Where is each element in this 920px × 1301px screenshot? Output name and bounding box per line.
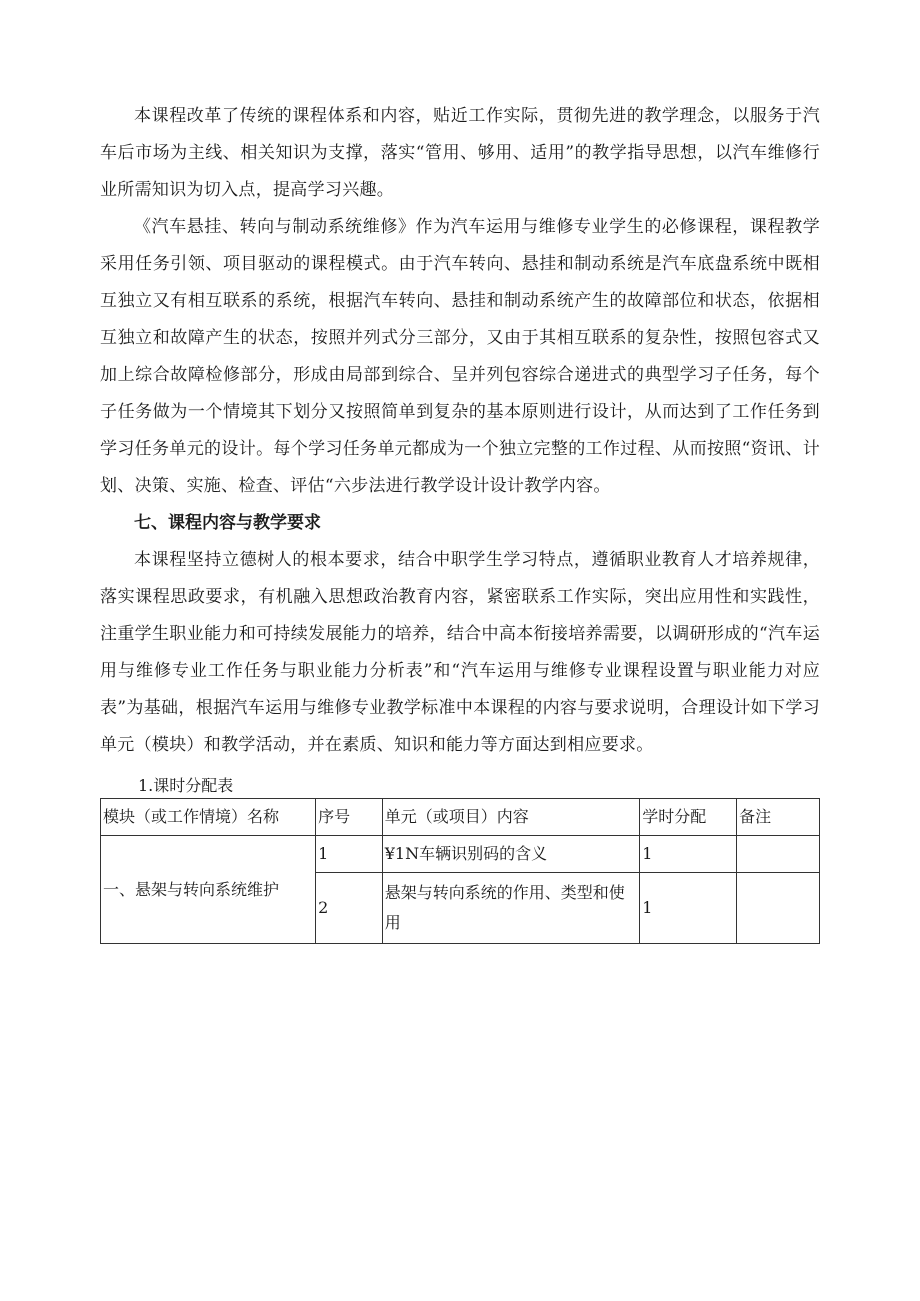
- row-content: 悬架与转向系统的作用、类型和使用: [382, 873, 640, 944]
- section-paragraph: 本课程坚持立德树人的根本要求，结合中职学生学习特点，遵循职业教育人才培养规律，落实课程思政要求，有机融入思想政治教育内容，紧密联系工作实际，突出应用性和实践性，注重学生职业能力和可持续发展能力的培养，结合中高本衔接培养需要，以调研形成的“汽车运用与维修专业工作任务与职业能力分析表”和“汽车运用与维修专业课程设置与职业能力对应表”为基础，根据汽车运用与维修专业教学标准中本课程的内容与要求说明，合理设计如下学习单元（模块）和教学活动，并在素质、知识和能力等方面达到相应要求。: [100, 550, 820, 755]
- intro-paragraph-1: 本课程改革了传统的课程体系和内容，贴近工作实际，贯彻先进的教学理念，以服务于汽车后市场为主线、相关知识为支撑，落实“管用、够用、适用”的教学指导思想，以汽车维修行业所需知识为切入点，提高学习兴趣。: [100, 106, 820, 200]
- document-page: [100, 98, 820, 944]
- header-content: 单元（或项目）内容: [382, 799, 640, 836]
- table-header-row: [101, 799, 820, 836]
- module-name-cell: 一、悬架与转向系统维护: [101, 836, 316, 944]
- row-note: [737, 873, 820, 944]
- header-note: 备注: [737, 799, 820, 836]
- row-note: [737, 836, 820, 873]
- row-hours: 1: [640, 873, 737, 944]
- section-heading: 七、课程内容与教学要求: [134, 513, 321, 533]
- row-hours: 1: [640, 836, 737, 873]
- header-hours: 学时分配: [640, 799, 737, 836]
- table-row: [101, 836, 820, 873]
- hours-allocation-table: [100, 798, 820, 944]
- header-module: 模块（或工作情境）名称: [101, 799, 316, 836]
- intro-paragraph-2: 《汽车悬挂、转向与制动系统维修》作为汽车运用与维修专业学生的必修课程，课程教学采用任务引领、项目驱动的课程模式。由于汽车转向、悬挂和制动系统是汽车底盘系统中既相互独立又有相互联系的系统，根据汽车转向、悬挂和制动系统产生的故障部位和状态，依据相互独立和故障产生的状态，按照并列式分三部分，又由于其相互联系的复杂性，按照包容式又加上综合故障检修部分，形成由局部到综合、呈并列包容综合递进式的典型学习子任务，每个子任务做为一个情境其下划分又按照简单到复杂的基本原则进行设计，从而达到了工作任务到学习任务单元的设计。每个学习任务单元都成为一个独立完整的工作过程、从而按照“资讯、计划、决策、实施、检查、评估“六步法进行教学设计设计教学内容。: [100, 217, 820, 496]
- row-number: 1: [316, 836, 383, 873]
- row-content: ¥1N车辆识别码的含义: [382, 836, 640, 873]
- header-number: 序号: [316, 799, 383, 836]
- row-number: 2: [316, 873, 383, 944]
- table-caption: 1.课时分配表: [138, 776, 234, 795]
